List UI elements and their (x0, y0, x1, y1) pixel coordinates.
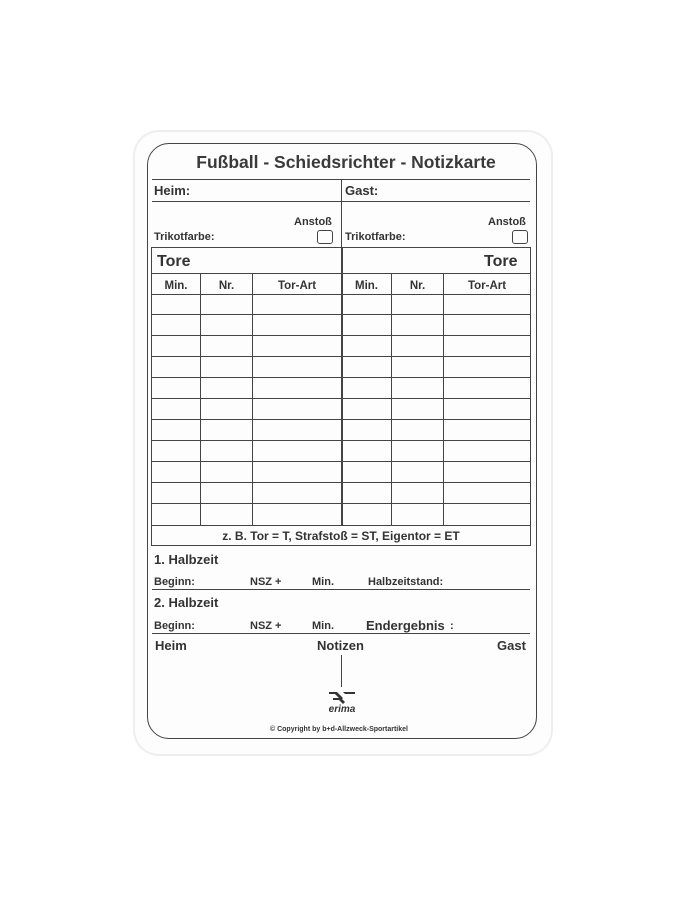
row-line (152, 356, 530, 357)
anstoss-left-checkbox[interactable] (317, 230, 333, 244)
col-divider (391, 273, 392, 525)
col-nr-left: Nr. (218, 280, 235, 292)
half1-line (152, 589, 530, 590)
half2-line (152, 633, 530, 634)
row-line (152, 419, 530, 420)
col-nr-right: Nr. (409, 280, 426, 292)
anstoss-left-label: Anstoß (294, 216, 332, 228)
half2-beginn-label: Beginn: (154, 620, 195, 632)
col-divider (443, 273, 444, 525)
gast-line (342, 201, 530, 202)
heim-label: Heim: (154, 183, 191, 198)
notes-heim-label: Heim (155, 638, 187, 653)
trikot-right-label: Trikotfarbe: (345, 231, 406, 243)
row-line (152, 503, 530, 504)
half2-ergebnis-colon: : (450, 620, 454, 632)
row-line (152, 461, 530, 462)
row-line (152, 314, 530, 315)
anstoss-right-label: Anstoß (488, 216, 526, 228)
heim-line (152, 201, 341, 202)
col-min-left: Min. (164, 280, 188, 292)
tore-left-label: Tore (157, 253, 191, 270)
notes-notizen-label: Notizen (317, 638, 364, 653)
half2-title: 2. Halbzeit (154, 595, 219, 610)
half1-min-label: Min. (312, 576, 334, 588)
col-min-right: Min. (355, 280, 378, 292)
row-line (152, 377, 530, 378)
col-divider (200, 273, 201, 525)
copyright-text: © Copyright by b+d-Allzweck-Sportartikel (270, 726, 408, 733)
col-divider (252, 273, 253, 525)
card-title: Fußball - Schiedsrichter - Notizkarte (196, 152, 496, 172)
half2-min-label: Min. (312, 620, 334, 632)
col-torart-left: Tor-Art (277, 280, 317, 292)
anstoss-right-checkbox[interactable] (512, 230, 528, 244)
half2-ergebnis-label: Endergebnis (366, 618, 445, 633)
row-line (152, 440, 530, 441)
brand-name: erima (328, 704, 356, 715)
col-torart-right: Tor-Art (467, 280, 507, 292)
row-line (152, 335, 530, 336)
center-divider (341, 180, 342, 247)
trikot-left-label: Trikotfarbe: (154, 231, 215, 243)
notes-gast-label: Gast (497, 638, 526, 653)
half2-nsz-label: NSZ + (250, 620, 282, 632)
gast-label: Gast: (345, 183, 379, 198)
half1-title: 1. Halbzeit (154, 552, 219, 567)
notes-divider (341, 655, 342, 687)
row-line (152, 482, 530, 483)
row-line (152, 294, 530, 295)
goal-type-legend: z. B. Tor = T, Strafstoß = ST, Eigentor = ET (222, 529, 460, 543)
half1-nsz-label: NSZ + (250, 576, 282, 588)
row-line (152, 398, 530, 399)
tore-right-label: Tore (484, 253, 518, 270)
tore-underline (152, 273, 530, 274)
half1-beginn-label: Beginn: (154, 576, 195, 588)
row-line (152, 525, 530, 526)
half1-stand-label: Halbzeitstand: (368, 576, 444, 588)
